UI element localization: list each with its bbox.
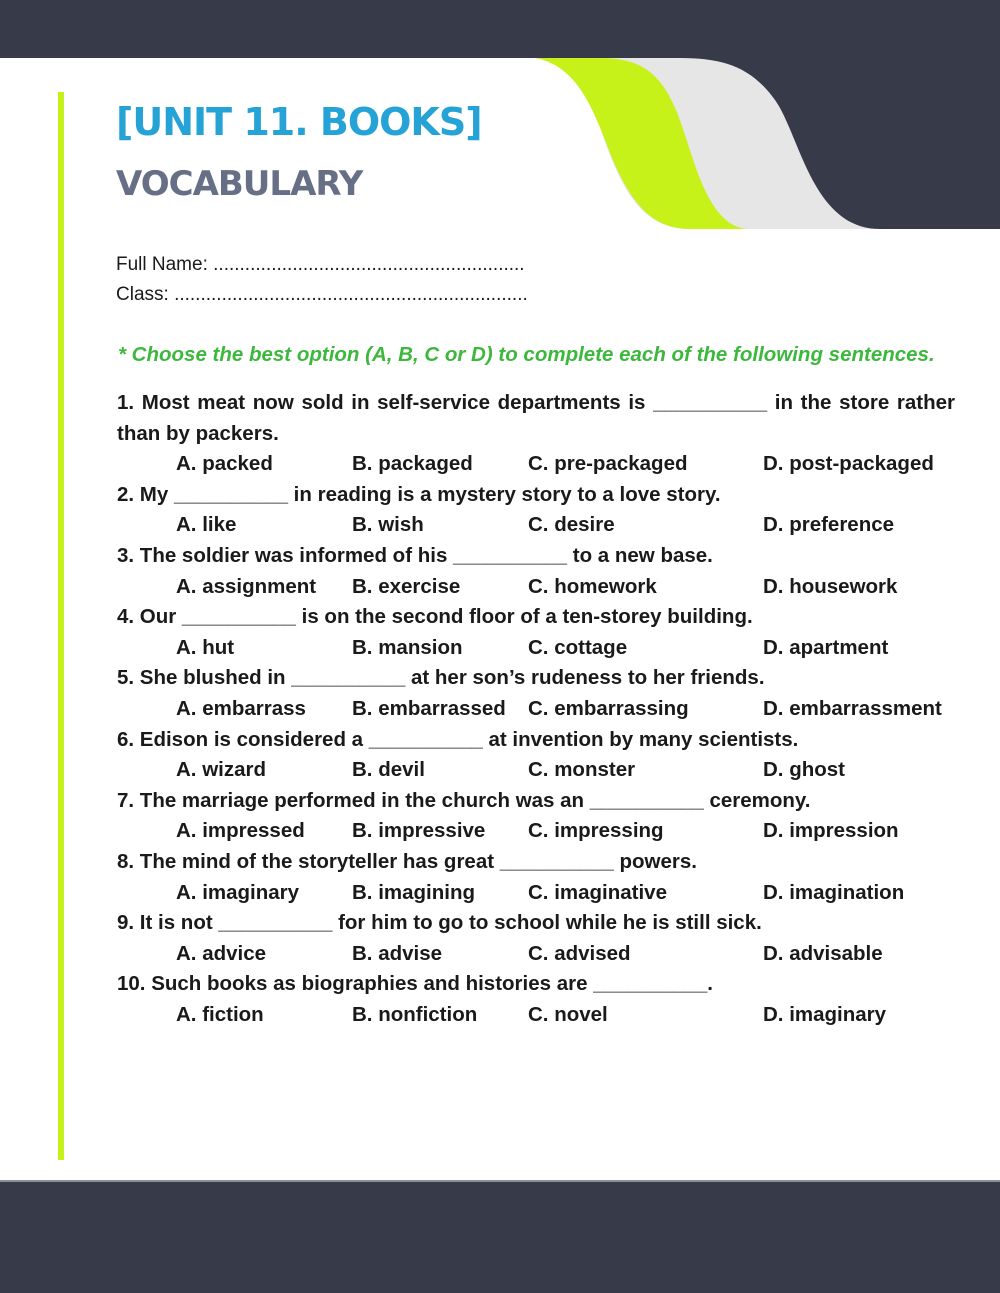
option-d: D. apartment [763,635,889,659]
question-item [117,969,955,1030]
option-b: B. devil [352,758,425,782]
option-b: B. imagining [352,880,475,904]
option-c: C. homework [528,574,657,598]
option-d: D. impression [763,819,899,843]
option-row [117,572,955,603]
left-accent-rule [58,92,64,1160]
option-b: B. advise [352,941,443,965]
option-row [117,816,955,847]
question-item [117,663,955,724]
option-a: A. impressed [176,819,305,843]
option-b: B. nonfiction [352,1002,478,1026]
option-a: A. assignment [176,574,317,598]
question-item [117,908,955,969]
option-c: C. desire [528,513,615,537]
option-row [117,694,955,725]
option-d: D. post-packaged [763,452,934,476]
option-row [117,878,955,909]
option-b: B. wish [352,513,424,537]
question-text: 3. The soldier was informed of his __________ to a new base. [117,543,713,567]
option-a: A. packed [176,452,273,476]
question-item [117,725,955,786]
option-b: B. embarrassed [352,696,506,720]
instruction-text: * Choose the best option (A, B, C or D) to complete each of the following sentences. [118,343,935,366]
question-item [117,602,955,663]
option-a: A. like [176,513,237,537]
section-title: VOCABULARY [116,164,363,204]
question-text: 5. She blushed in __________ at her son’s rudeness to her friends. [117,666,765,690]
question-text: 8. The mind of the storyteller has great __________ powers. [117,849,697,873]
option-row [117,755,955,786]
class-field: Class: ................................................................... [116,284,528,305]
option-b: B. packaged [352,452,473,476]
bottom-band [0,1180,1000,1293]
question-text: 9. It is not __________ for him to go to school while he is still sick. [117,911,762,935]
option-a: A. imaginary [176,880,300,904]
option-c: C. pre-packaged [528,452,688,476]
option-a: A. advice [176,941,267,965]
option-d: D. embarrassment [763,696,942,720]
question-text: 4. Our __________ is on the second floor of a ten-storey building. [117,605,753,629]
option-c: C. cottage [528,635,628,659]
question-item [117,388,955,480]
option-c: C. embarrassing [528,696,689,720]
question-list [117,388,955,1030]
option-c: C. advised [528,941,631,965]
option-d: D. advisable [763,941,883,965]
option-a: A. wizard [176,758,266,782]
option-row [117,510,955,541]
option-row [117,633,955,664]
option-c: C. impressing [528,819,664,843]
option-row [117,939,955,970]
option-row [117,1000,955,1031]
option-c: C. novel [528,1002,608,1026]
option-a: A. fiction [176,1002,264,1026]
option-a: A. embarrass [176,696,306,720]
question-text: 10. Such books as biographies and histories are __________. [117,972,713,996]
option-b: B. mansion [352,635,463,659]
option-c: C. monster [528,758,636,782]
question-text: 2. My __________ in reading is a mystery story to a love story. [117,482,721,506]
question-text: 6. Edison is considered a __________ at invention by many scientists. [117,727,799,751]
option-row [117,449,955,480]
question-item [117,847,955,908]
question-item [117,541,955,602]
option-d: D. housework [763,574,898,598]
option-b: B. impressive [352,819,486,843]
option-d: D. imaginary [763,1002,887,1026]
question-item [117,480,955,541]
option-a: A. hut [176,635,235,659]
option-d: D. imagination [763,880,905,904]
option-d: D. preference [763,513,895,537]
question-item [117,786,955,847]
full-name-field: Full Name: ........................................................... [116,254,525,275]
question-text: 1. Most meat now sold in self-service departments is __________ in the store rather than by packers. [117,391,955,445]
option-c: C. imaginative [528,880,667,904]
option-d: D. ghost [763,758,845,782]
unit-title: [UNIT 11. BOOKS] [116,100,482,144]
question-text: 7. The marriage performed in the church was an __________ ceremony. [117,788,811,812]
option-b: B. exercise [352,574,461,598]
